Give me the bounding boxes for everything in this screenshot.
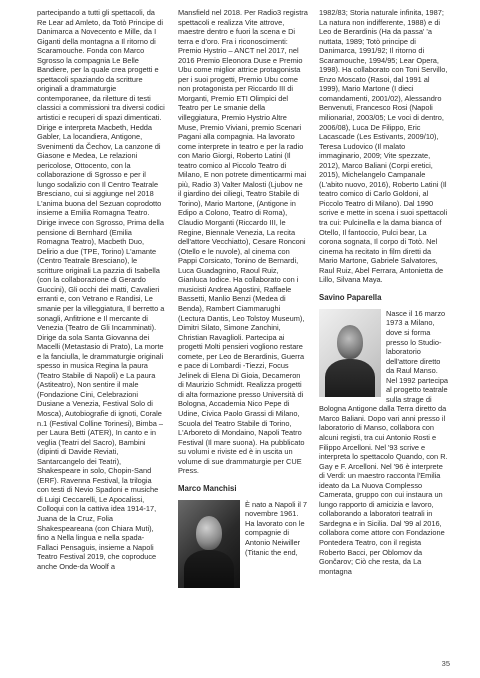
bio-text-continued: Mansfield nel 2018. Per Radio3 registra spettacoli e realizza Vite attrove, maestre dentro e fuori la scena e Di terra e d'oro. Fra i riconoscimenti: Premio Hystrio – ANCT nel 2017, nel 2016 Premio Eleonora Duse e Premio Ubu come miglior attrice protagonista per i suoi progetti, Premio Ubu come non protagonista per Riccardo III di Morganti, Premio ETI Olimpici del Teatro per Le smanie della villeggiatura, Premio Hystrio Altre Muse, Premio Viviani, premio Scenari Pagani alla compagnia. Ha lavorato come interprete in teatro e per la radio con Mario Giorgi, Roberto Latini (Il teatro comico al Piccolo Teatro di Milano, E non potrete dimenticarmi mai più, Radio 3) Valter Malosti (Ljubov ne il giardino dei ciliegi, Teatro Stabile di Torino), Mario Martone, (Antigone in Edipo a Colono, Teatro di Roma), Claudio Morganti (Riccardo III, le Regine, Biennale Venezia, La recita dell'attore Vecchiatto), Cesare Ronconi (Otello e le nuvole), al cinema con Pappi Corsicato, Tonino de Bernardi, Luca Guadagnino, Raoul Ruiz, Gianluca Iodice. Ha collaborato con i musicisti Andrea Agostini, Raffaele Bassetti, Manlio Benzi (Medea di Benda), Rambert Ciammarughi (Lectura Dantis, Leo Tolstoy Museum), Dimitri Silato, Simone Zanchini, Christian Ravaglioli. Partecipa ai progetti Molti pensieri vogliono restare comete, per Leo de Berardinis, Guerra e pace di Lombardi -Tiezzi, Focus Jelinek di Elena Di Gioia, Decameron di Maurizio Schmidt. Realizza progetti di alta formazione presso Università di Bologna, Accademia Nico Pepe di Udine, Civica Paolo Grassi di Milano, Scuola del Teatro Stabile di Torino, L'Arboreto di Mondaino, Napoli Teatro Festival (Il mare suona). Ha pubblicato su volumi e riviste ed è in uscita un volume di sue drammaturgie per CUE Press. — [178, 8, 308, 476]
bio-name-heading: Savino Paparella — [319, 292, 382, 302]
bio-marco-manchisi — [178, 484, 308, 557]
bio-text-continued: partecipando a tutti gli spettacoli, da Re Lear ad Amleto, da Totò Principe di Danimarca a Novecento e Mille, da I Giganti della montagna a Il ritorno di Scaramouche. Fonda con Marco Sgrosso la compagnia Le Belle Bandiere, per la quale crea progetti e spettacoli spaziando da scritture originali a drammaturgie contemporanee, da riletture di testi classici a commissioni tra diversi codici artistici e recuperi di spazi dimenticati. Dirige e interpreta Macbeth, Hedda Gabler, La locandiera, Antigone, Svenimenti da Čechov, La canzone di Giasone e Medea, Le relazioni pericolose, Ottocento, con la collaborazione di Sgrosso e per il lungo sodalizio con Il Centro Teatrale Bresciano, cui si aggiunge nel 2018 L'anima buona del Sezuan coprodotto insieme a Emilia Romagna Teatro. Dirige invece con Sgrosso, Prima della pensione di Bernhard (Emilia Romagna Teatro), Macbeth Duo, Delirio a due (TPE, Torino) L'amante (Centro Teatrale Bresciano), le scritture originali La pazzia di Isabella (con la collaborazione di Gerardo Guccini), Gli occhi dei matti, Cavalieri erranti e, con Vetrano e Randisi, Le smanie per la villeggiatura, Il berretto a sonagli, Anfitrione e Il mercante di Venezia (Teatro de Gli Incamminati). Dirige da sola Santa Giovanna dei Macelli (Metastasio di Prato), La morte e la fanciulla, le drammaturgie originali spesso in musica Regina la paura (Teatro Stabile di Napoli) e La paura (Astiteatro), Non sentire il male (Fondazione Cini, Celebrazioni Dusiane a Venezia, Festival Solo di Mosca), Autobiografie di ignoti, Corale n.1 (Festival Colline Torinesi), Bimba – per Laura Betti (ATER), In canto e in veglia (Teatri del Sacro), Bambini (dipinti di Davide Reviati, Santarcangelo dei Teatri), Shakespeare in solo, Chopin-Sand (ERF). Ravenna Festival, la trilogia con testi di Nevio Spadoni e musiche di Luigi Ceccarelli, Le Apocalissi, Colloqui con la cattiva idea 1914-17, Juana de la Cruz, Folia Shakespeareana (con Chiara Muti), fino a Nella lingua e nella spada-Fallaci Pensaguis, insieme a Napoli Teatro Festival 2019, che coproduce anche Onde-da Woolf a — [37, 8, 165, 571]
column-right — [319, 8, 449, 658]
bio-name-heading: Marco Manchisi — [178, 483, 237, 493]
bio-text: Nasce il 16 marzo 1973 a Milano, dove si forma presso lo Studio-laboratorio dell'attore diretto da Raul Manso. Nel 1992 partecipa al progetto teatrale sulla strage di Bologna Antigone dalla Terra diretto da Marco Baliani. Dopo vari anni presso il laboratorio di Manso, collabora con alcuni registi, tra cui Antonio Rosti e Filippo Arcelloni. Nel '93 scrive e interpreta lo spettacolo Quando, con R. Gay e F. Arcelloni. Nel '96 è interprete di Verdi: un maestro racconta l'Emilia ideato da La Nuova Complesso Camerata, gruppo con cui instaura un lungo rapporto di amicizia e lavoro, collaborando a laboratori teatrali in Sardegna e in Sicilia. Dal '99 al 2016, collabora come attore con Fondazione Pontedera Teatro, con il regista Roberto Bacci, per Oblomov da Gončarov; Ciò che resta, da La montagna — [319, 308, 449, 576]
portrait-photo — [178, 500, 240, 588]
column-middle — [178, 8, 308, 658]
bio-text: È nato a Napoli il 7 novembre 1961. Ha lavorato con le compagnie di Antonio Neiwiller (Titanic the end, — [245, 499, 308, 557]
portrait-photo — [319, 309, 381, 397]
bio-savino-paparella — [319, 293, 449, 576]
column-left — [37, 8, 165, 658]
page-number: 35 — [441, 659, 450, 668]
bio-text-continued: 1982/83; Storia naturale infinita, 1987; La natura non indifferente, 1988) e di Leo de Berardinis (Ha da passa' 'a nuttata, 1989; Totò principe di Danimarca, 1991/92; Il ritorno di Scaramouche, 1994/95; Lear Opera, 1998). Ha collaborato con Toni Servillo, Enzo Moscato (Rasoi, dal 1991 al 1999), Mario Martone (I dieci comandamenti, 2001/02), Alessandro Benvenuti, Francesco Rosi (Napoli milionaria!, 2003/05; Le voci di dentro, 2006/08), Luca De Filippo, Eric Lacascade (Les Estivants, 2009/10), Teresa Ludovico (Il malato immaginario, 2009; Vite spezzate, 2012), Marco Baliani (Corpi eretici, 2015), Michelangelo Campanale (L'abito nuovo, 2016), Roberto Latini (Il teatro comico di Carlo Goldoni, al Piccolo Teatro di Milano). Dal 1990 scrive e mette in scena i suoi spettacoli tra cui: Pulcinella e la dama bianca of Otello, Il fantoccio, Pulci bear, La corona sognata, Il corpo di Totò. Nel cinema ha recitato in film diretti da Mario Martone, Gabriele Salvatores, Raul Ruiz, Abel Ferrara, Antonietta de Lillo, Silvana Maya. — [319, 8, 448, 285]
